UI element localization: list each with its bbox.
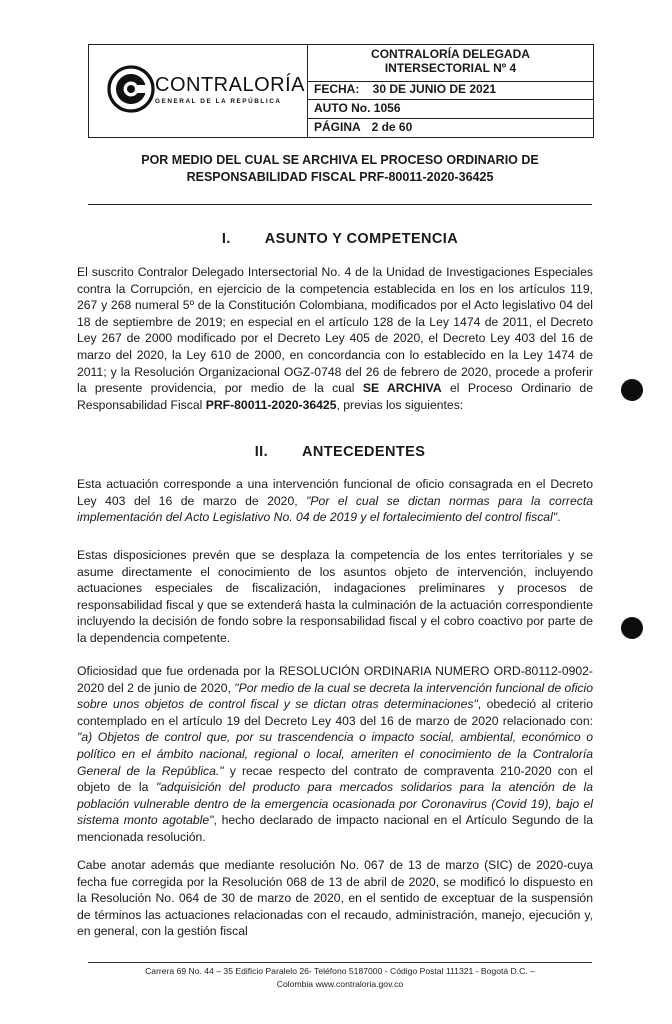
antecedentes-p3-quote-1: "Por medio de la cual se decreta la intervención funcional de oficio sobre unos objetos de control fiscal y se dictan otras determinaciones" <box>77 680 594 712</box>
section-1-text-3: , previas los siguientes: <box>336 397 464 412</box>
se-archiva-emphasis: SE ARCHIVA <box>362 381 442 396</box>
antecedentes-p1-quote: "Por el cual se dictan normas para la correcta implementación del Acto Legislativo No. 04 de 2019 y el fortalecimiento del control fiscal" <box>77 493 593 525</box>
section-1-paragraph <box>77 264 593 413</box>
section-1-title: ASUNTO Y COMPETENCIA <box>264 231 459 247</box>
footer-address: Carrera 69 No. 44 – 35 Edificio Paralelo 26- Teléfono 5187000 - Código Postal 111321 - Bogotá D.C. – <box>145 966 535 976</box>
footer-website: Colombia www.contraloria.gov.co <box>276 979 404 989</box>
header-info-column <box>308 45 593 137</box>
section-1-text-2: el Proceso Ordinario de Responsabilidad Fiscal <box>77 381 593 412</box>
pagina-label: PÁGINA <box>314 120 361 134</box>
document-title-line-1: POR MEDIO DEL CUAL SE ARCHIVA EL PROCESO ORDINARIO DE <box>141 153 539 167</box>
auto-cell <box>308 99 593 119</box>
auto-label: AUTO No. <box>314 101 371 115</box>
document-header-table <box>88 44 594 138</box>
antecedentes-p3-text: Oficiosidad que fue ordenada por la RESOLUCIÓN ORDINARIA NUMERO ORD-80112-0902-2020 del 2 de junio de 2020, <box>77 664 593 695</box>
antecedentes-paragraph-3 <box>77 663 593 846</box>
section-2-number: II. <box>254 444 269 460</box>
antecedentes-p3-text-3: y recae respecto del contrato de compraventa 210-2020 con el objeto de la <box>77 763 593 795</box>
fecha-cell <box>308 79 593 100</box>
punch-hole-mark <box>621 379 643 401</box>
dependency-line-2: INTERSECTORIAL Nº 4 <box>384 61 517 75</box>
antecedentes-paragraph-1 <box>77 476 593 526</box>
footer-divider <box>88 962 592 963</box>
dependency-line-1: CONTRALORÍA DELEGADA <box>371 47 530 61</box>
pagina-value: 2 de 60 <box>371 120 413 134</box>
antecedentes-p3-quote-2: "a) Objetos de control que, por su trascendencia o impacto social, ambiental, económico o político en el ámbito nacional, regional o local, ameriten el conocimiento de la Contraloría General de la República." <box>77 730 593 778</box>
section-2-heading <box>88 444 592 460</box>
auto-value: 1056 <box>373 101 401 115</box>
antecedentes-paragraph-4: Cabe anotar además que mediante resolución No. 067 de 13 de marzo (SIC) de 2020-cuya fecha fue corregida por la Resolución 068 de 13 de abril de 2020, se modificó lo dispuesto en la Resolución No. 064 de 30 de marzo de 2020, en el sentido de exceptuar de la suspensión de términos las actuaciones relacionadas con el recaudo, administración, manejo, ejecución y, en general, con la gestión fiscal <box>77 858 593 939</box>
antecedentes-p3-text-2: , obedeció al criterio contemplado en el artículo 19 del Decreto Ley 403 del 16 de marzo de 2020 relacionado con: <box>77 697 593 728</box>
section-1-text: El suscrito Contralor Delegado Intersectorial No. 4 de la Unidad de Investigaciones Especiales contra la Corrupción, en ejercicio de la competencia establecida en los en los artículos 119, 267 y 268 numeral 5º de la Constitución Colombiana, modificados por el Acto legislativo 04 del 18 de septiembre de 2019; en especial en el artículo 128 de la Ley 1474 de 2011, el Decreto Ley 267 de 2000 modificado por el Decreto Ley 405 de 2020, el Decreto Ley 403 del 16 de marzo del 2020, la Ley 610 de 2000, en concordancia con lo establecido en la Ley 1474 de 2011; y la Resolución Organizacional OGZ-0748 del 26 de febrero de 2020, procede a proferir la presente providencia, por medio de la cual <box>77 265 593 396</box>
fecha-value: 30 DE JUNIO DE 2021 <box>372 82 497 96</box>
dependency-cell <box>308 45 593 82</box>
logo-subtitle: GENERAL DE LA REPÚBLICA <box>155 98 282 105</box>
antecedentes-p1-end: . <box>557 510 561 525</box>
section-1-number: I. <box>221 231 231 247</box>
antecedentes-p3-quote-3: "adquisición del producto para mercados solidarios para la atención de la población vulnerable dentro de la emergencia ocasionada por Coronavirus (Covid 19), bajo el sistema monto agotable" <box>77 780 593 828</box>
logo-cell <box>89 45 308 137</box>
punch-hole-mark <box>621 617 643 639</box>
fecha-label: FECHA: <box>314 82 360 96</box>
logo-name: CONTRALORÍA <box>155 74 305 96</box>
title-divider <box>88 204 592 205</box>
document-title <box>88 152 592 186</box>
antecedentes-p1-text: Esta actuación corresponde a una intervención funcional de oficio consagrada en el Decreto Ley 403 del 16 de marzo de 2020, <box>77 477 593 508</box>
document-title-line-2: RESPONSABILIDAD FISCAL PRF-80011-2020-36425 <box>186 170 494 184</box>
pagina-cell <box>308 118 593 137</box>
section-1-heading <box>88 231 592 247</box>
section-2-title: ANTECEDENTES <box>302 444 426 460</box>
process-number-emphasis: PRF-80011-2020-36425 <box>205 397 337 412</box>
antecedentes-p3-text-4: , hecho declarado de impacto nacional en el Artículo Segundo de la mencionada resolución. <box>77 813 593 844</box>
contraloria-logo-icon <box>107 65 155 113</box>
antecedentes-paragraph-2: Estas disposiciones prevén que se desplaza la competencia de los entes territoriales y se asume directamente el conocimiento de los asuntos objeto de intervención, incluyendo actuaciones especiales de fiscalización, indagaciones preliminares y procesos de responsabilidad fiscal y que se extenderá hasta la culminación de la actuación correspondiente incluyendo la decisión de fondo sobre la responsabilidad fiscal y el cobro coactivo por parte de la dependencia competente. <box>77 548 593 645</box>
